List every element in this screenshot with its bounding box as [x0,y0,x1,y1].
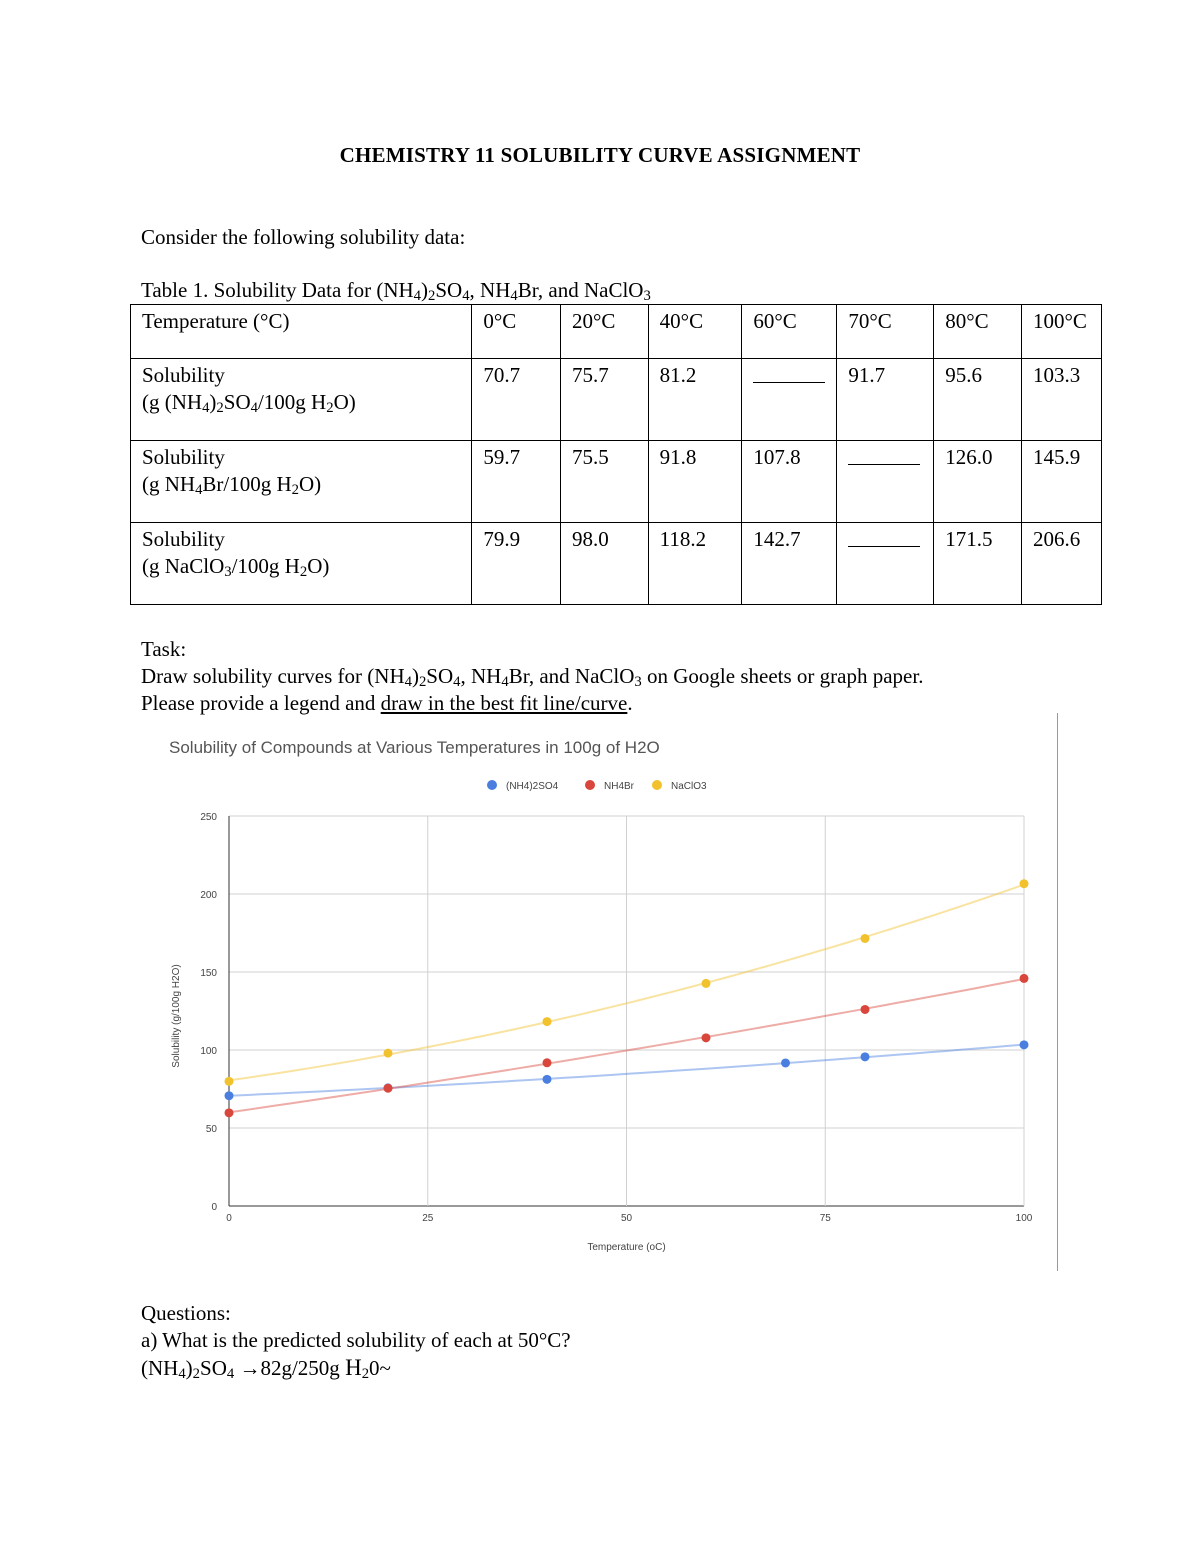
x-axis-label: Temperature (oC) [587,1242,666,1253]
table-row [131,441,1102,523]
intro-text: Consider the following solubility data: [141,225,466,249]
temp-header: 80°C [934,305,1022,359]
table-cell: 91.7 [837,359,934,441]
data-point [384,1084,393,1093]
data-point [384,1049,393,1058]
solubility-table [130,304,1102,605]
table-cell: 91.8 [648,441,742,523]
blank-cell [837,523,934,605]
row-label: Solubility (g $NH_4Br/100g$ $H_2O$) [131,441,472,523]
data-point [1020,879,1029,888]
table-cell: 107.8 [742,441,837,523]
data-point [225,1077,234,1086]
data-point [861,1052,870,1061]
table-cell: 98.0 [560,523,648,605]
data-point [384,1083,393,1092]
questions-heading: Questions: [141,1301,231,1325]
questions-section [141,1300,571,1382]
y-tick-label: 50 [205,1124,217,1135]
y-tick-label: 200 [200,890,217,901]
table-cell: 95.6 [934,359,1022,441]
temp-header: 20°C [560,305,648,359]
data-point [225,1091,234,1100]
table-row [131,359,1102,441]
temp-header: 70°C [837,305,934,359]
table-cell: 75.7 [560,359,648,441]
data-point [702,1033,711,1042]
legend-marker [487,780,497,790]
row-label: Solubility (g NaClO$_3$/100g $H_2O$) [131,523,472,605]
data-point [781,1058,790,1067]
x-tick-label: 25 [422,1213,434,1224]
legend-marker [585,780,595,790]
table-cell: 59.7 [472,441,561,523]
table-cell: 206.6 [1022,523,1102,605]
table-header-row [131,305,1102,359]
blank-cell [837,441,934,523]
x-tick-label: 75 [819,1213,831,1224]
row-label: Solubility (g $(NH_4)_2SO_4/100g$ $H_2O$) [131,359,472,441]
answer-a: $(NH_4)_2SO_4 \to 82g/250g$ $H_20\sim$ [141,1355,391,1382]
trendline [229,1045,1024,1096]
table-cell: 118.2 [648,523,742,605]
table-cell: 79.9 [472,523,561,605]
trendline [229,885,1024,1081]
data-point [1020,974,1029,983]
legend-label: NaClO3 [671,781,707,792]
table-cell: 70.7 [472,359,561,441]
temp-header: 100°C [1022,305,1102,359]
data-point [861,934,870,943]
blank-cell [742,359,837,441]
table-cell: 142.7 [742,523,837,605]
temp-header: 40°C [648,305,742,359]
legend-label: NH4Br [604,781,635,792]
data-point [543,1058,552,1067]
data-point [543,1017,552,1026]
x-tick-label: 50 [620,1213,633,1224]
data-point [702,979,711,988]
trendline [229,979,1024,1112]
legend-label: (NH4)2SO4 [506,781,559,792]
table-cell: 126.0 [934,441,1022,523]
question-a: a) What is the predicted solubility of each at 50°C? [141,1328,571,1352]
table-row [131,523,1102,605]
legend-marker [652,780,662,790]
y-tick-label: 150 [200,968,217,979]
table-cell: 81.2 [648,359,742,441]
x-tick-label: 0 [226,1213,232,1224]
y-tick-label: 250 [200,812,217,823]
table-caption: Table 1. Solubility Data for $(NH_4)_2SO_4$, $NH_4Br$, and NaClO$_3$ [141,278,651,304]
chart-title: Solubility of Compounds at Various Temperatures in 100g of H2O [169,738,660,757]
data-point [543,1075,552,1084]
data-point [1020,1040,1029,1049]
data-point [225,1108,234,1117]
task-line-2: Please provide a legend and draw in the best fit line/curve. [141,691,633,715]
header-label: Temperature (°C) [131,305,472,359]
table-cell: 103.3 [1022,359,1102,441]
temp-header: 60°C [742,305,837,359]
task-heading: Task: [141,637,187,661]
y-tick-label: 100 [200,1046,217,1057]
y-tick-label: 0 [211,1202,217,1213]
table-cell: 145.9 [1022,441,1102,523]
chart-border [1057,713,1058,1271]
page-title: CHEMISTRY 11 SOLUBILITY CURVE ASSIGNMENT [339,143,861,167]
temp-header: 0°C [472,305,561,359]
y-axis-label: Solubility (g/100g H2O) [171,964,182,1068]
table-cell: 75.5 [560,441,648,523]
data-point [861,1005,870,1014]
task-section [141,636,923,717]
table-cell: 171.5 [934,523,1022,605]
x-tick-label: 100 [1015,1213,1033,1224]
task-line-1: Draw solubility curves for $(NH_4)_2SO_4$, $NH_4Br$, and NaClO$_3$ on Google sheets or graph paper. [141,664,924,690]
